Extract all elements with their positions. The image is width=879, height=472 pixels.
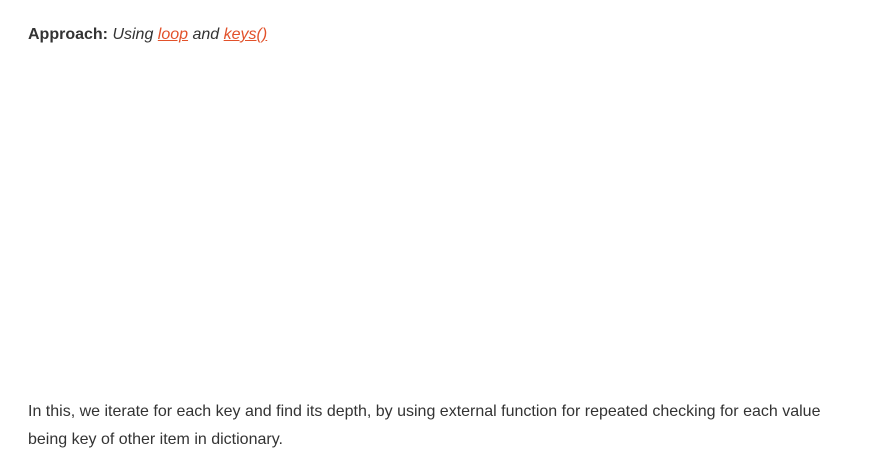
- approach-heading: [28, 24, 267, 46]
- approach-description: In this, we iterate for each key and find its depth, by using external function for repeated checking for each value being key of other item in dictionary.: [28, 403, 821, 448]
- keys-link[interactable]: keys(): [223, 26, 268, 43]
- approach-middle: and: [188, 26, 224, 43]
- approach-label: Approach:: [28, 26, 108, 43]
- approach-prefix: Using: [108, 26, 158, 43]
- embedded-content-area: [28, 60, 851, 380]
- loop-link[interactable]: loop: [157, 26, 189, 43]
